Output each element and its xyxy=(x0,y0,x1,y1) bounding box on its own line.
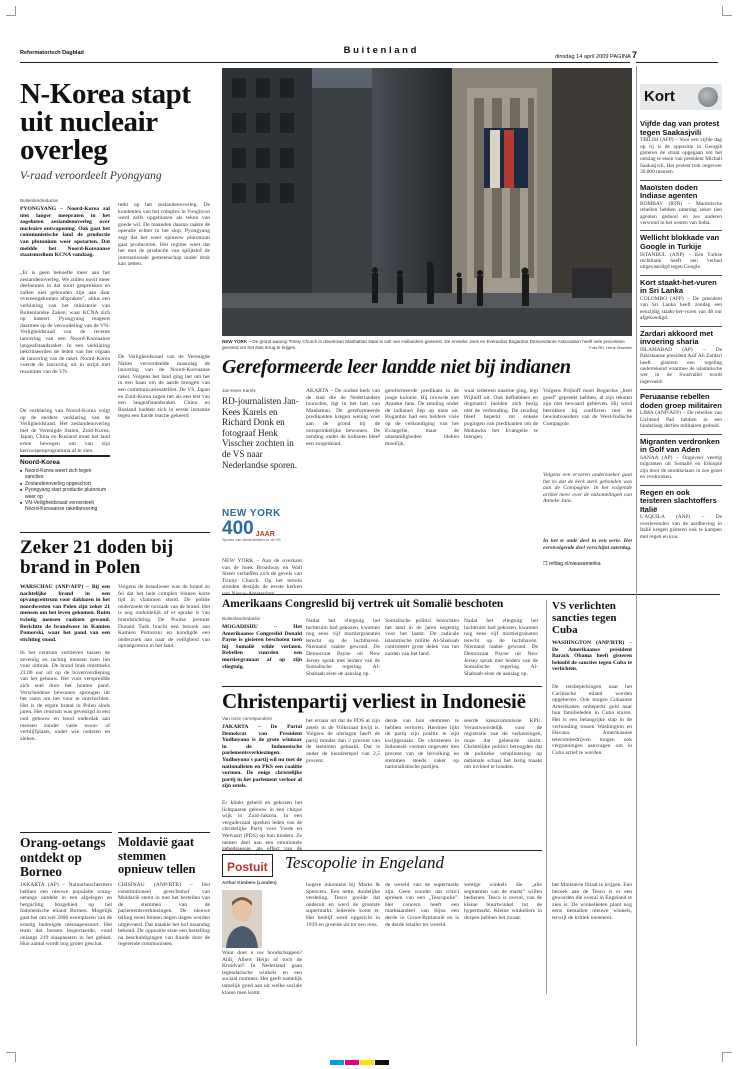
tescopolie-col-3: de wereld van de supermarkt zijn. Geen wonder dat critici spreken van een „Tescopolie”. Het concern heeft een marktaandeel van bijna een derde in Groot-Brittannië en is de derde retailer ter wereld. xyxy=(385,882,459,928)
poland-headline: Zeker 21 doden bij brand in Polen xyxy=(20,537,174,578)
somalie-byline: Buitenlandredactie xyxy=(222,616,261,621)
logo-400: 400 xyxy=(222,518,254,539)
kort-item xyxy=(640,489,722,540)
indianen-col-1: NEW YORK – Aan de overkant van de hoek Broadway en Wall Street verheffen zich de gevels van Trinity Church. Op het terrein stonden destijds de eerste kerken van Nieuw-Amsterdam. xyxy=(222,558,302,597)
lead-factbox xyxy=(20,455,110,520)
poland-rule xyxy=(20,532,210,533)
header-rule xyxy=(20,62,630,63)
kort-item xyxy=(640,184,722,227)
kort-item-text: TBILISI (AFP) – Voor een vijfde dag op rij is de oppositie in Georgië gisteren de straat opgegaan om het ontslag te eisen van president Michail Saakasjvili. Het protest trok ongeveer 30.000 mensen. xyxy=(640,137,722,176)
moldova-body: CHISINAU (ANP/RTR) – Het constitutioneel gerechtshof van Moldavië stemt in met het hertellen van de stemmen van de parlementsverkiezingen. De nieuwe telling moet binnen negen dagen worden uitgevoerd. Dat maakte het hof maandag bekend. De oppositie eiste een hertelling na beschuldigingen van fraude door de regerende communisten. xyxy=(118,882,210,948)
kort-list xyxy=(640,120,722,1040)
factbox-item: ■ Pyongyang start productie plutonium weer op xyxy=(20,487,110,500)
kort-item xyxy=(640,330,722,386)
tescopolie-col-5: het Ministerie filiaal te krijgen. Een bezoek aan de Tesco is er een geworden die overal in Engeland te zien is. De winkelketen plant nog eens tientallen nieuwe winkels, terwijl de kritiek toeneemt. xyxy=(552,882,632,921)
postuit-label xyxy=(222,854,273,877)
tescopolie-col-2: hogere inkomens bij Marks & Spencers. Een nette, duidelijke verdeling. Tesco gooide dat onderuit en werd de grootste supermarkt. Iedereen komt er. Het bedrijf werd opgericht in 1919 en groeide uit tot een reus. xyxy=(306,882,380,928)
photo-caption: NEW YORK – De grond waarop Trinity Church in downtown Manhattan staat is ooit van Hollanders geweest. De Annieke Jans en Everardus Bogardus Descendants Association heeft vele processen gevoerd om het stuk terug te krijgen. Foto RD, Henk Visscher xyxy=(222,339,632,350)
newspaper-name: Reformatorisch Dagblad xyxy=(20,50,84,56)
borneo-body: JAKARTA (AP) – Natuurbeschermers hebben een nieuwe populatie orang-oetangs ontdekt in een afgelegen en bergachtig bosgebied op het Indonesische eiland Borneo. Mogelijk gaat het om wel 2000 exemplaren van de ernstig bedreigde mensapensoort. Het team dat bossen inspecteerde, vond onlangs 219 slaapnesten in het gebied. Hun aantal wordt nog groter geschat. xyxy=(20,882,112,948)
tescopolie-byline: Arthur Kimbers (Londen) xyxy=(222,880,277,885)
moldova-rule xyxy=(118,832,210,833)
globe-icon xyxy=(698,87,718,107)
kort-item-text: SANAA (AP) – Ongeveer veertig migranten uit Somalië en Ethiopië zijn door de smokkelaars in zee gezet en verdronken. xyxy=(640,454,722,481)
lead-body-4: De Veiligheidsraad van de Verenigde Naties veroordeelde maandag de lancering van de Noord-Koreaanse raket. Volgens het land ging het om het in een baan om de aarde brengen van een communicatiesatelliet. De VS, Japan en Zuid-Korea zagen het als een test van een langeafstandsraket. China en Rusland hadden zich in eerste instantie tegen een harde reactie gekeerd. xyxy=(118,354,210,420)
somalie-headline: Amerikaans Congreslid bij vertrek uit Somalië beschoten xyxy=(222,598,504,610)
kort-item xyxy=(640,279,722,322)
caption-text: De grond waarop Trinity Church in downtown Manhattan staat is ooit van Hollanders geweest. De Annieke Jans en Everardus Bogardus Descendants Association heeft vele processen gevoerd om het stuk terug te krijgen. xyxy=(222,339,625,350)
kort-item-headline: Maoïsten doden Indiase agenten xyxy=(640,182,698,201)
trinity-church-photo xyxy=(222,68,632,336)
tescopolie-col-1: Waar doet u uw boodschappen? Aldi, Albert Heijn of toch de Kruidvat? In Nederland gaan legendarische winkels en een sociaal nummer. Het geeft namelijk tamelijk goed aan uit welke sociale klasse men komt. xyxy=(222,950,302,996)
section-name: B u i t e n l a n d xyxy=(343,45,417,56)
indianen-headline: Gereformeerde leer landde niet bij indianen xyxy=(222,356,571,378)
date-text: dinsdag 14 april 2009 PAGINA xyxy=(555,54,631,60)
kort-item-text: L'AQUILA (ANP) – De overlevenden van de aardbeving in Italië kregen gisteren ook te kampen met regen en kou. xyxy=(640,514,722,540)
cuba-body: De reisbeperkingen naar het Caribische eiland worden opgeheven. Ook mogen Cubaanse Amerikanen onbeperkt geld naar hun familieleden in Cuba sturen. Het is een belangrijke stap in de verhouding tussen Washington en Havana. Amerikaanse telecombedrijven mogen ook vergunningen aanvragen om in Cuba actief te worden. xyxy=(552,684,632,756)
lead-byline: Buitenlandredactie xyxy=(20,198,59,203)
somalie-body-2: Somalische politici bezochten het land in de jaren negentig voor het laatst. De radicale islamitische militie Al-Shabaab controleert grote delen van het zuiden van het land. xyxy=(385,618,459,657)
christenpartij-body-4: seerde kieszcommissie KPU. Verantwoordelijk voor de registratie van de verkiezingen, maar dat gebeurde slecht. Christelijke politici betoogden dat de politieke versplintering op nationale schaal het lastig maakt om invloed te houden. xyxy=(464,718,542,771)
logo-jaar: JAAR xyxy=(255,531,275,538)
author-portrait xyxy=(222,890,262,948)
author-portrait-image xyxy=(222,890,262,948)
kort-item-text: ISTANBUL (ANP) – Een Turkse rechtbank heeft een verbod uitgevaardigd tegen Google. xyxy=(640,251,722,271)
photo-credit: Foto RD, Henk Visscher xyxy=(589,344,632,350)
kort-item-headline: Migranten verdronken in Golf van Aden xyxy=(640,436,720,455)
print-color-bar xyxy=(330,1050,390,1069)
indianen-col-2: AKARTA – De oudste kerk van de stad die de Nederlanders bouwden, ligt in het hart van Manhattan. De gereformeerde predikanten kregen weinig voet aan de grond bij de oorspronkelijke bewoners. De zending onder de indianen bleef een zorgenkind. xyxy=(306,388,380,447)
moldova-headline: Moldavië gaat stemmen opnieuw tellen xyxy=(118,835,196,876)
new-york-400-logo xyxy=(222,508,302,554)
indianen-col-3: gereformeerde predikant in de jonge kolonie. Hij trouwde met Anneke Jans. De zending onder de indianen liep op niets uit. Bogardus had een heldere visie op de verkondiging van het Evangelie, maar de omstandigheden bleken moeilijk. xyxy=(385,388,459,447)
logo-tagline: Sporen van Nederlanders in de VS xyxy=(222,538,281,542)
indianen-link-text[interactable]: refdag.nl/nieuwamerika xyxy=(548,561,601,567)
kort-item-headline: Vijfde dag van protest tegen Saakasjvili xyxy=(640,119,720,137)
christenpartij-body-3: derde van hun stemmen te hebben verloren. Hiermee lijkt de partij zijn positie te zijn kwijtgeraakt. De christenen in Indonesië vormen ongeveer tien procent van de bevolking en stemmen steeds vaker op nationalistische partijen. xyxy=(385,718,459,771)
somalie-body: Nadat het vliegtuig het luchtruim had gekozen, kwamen nog eens vijf mortiergranaten terecht op de luchthaven. Niemand raakte gewond. De Democraat Payne uit New Jersey sprak met leiders van de Somalische regering. Al-Shabaab eiste de aanslag op. xyxy=(306,618,380,677)
kort-item-text: COLOMBO (AFP) – De president van Sri Lanka heeft zondag een eenzijdig staakt-het-vuren van 48 uur afgekondigd. xyxy=(640,296,722,322)
lead-intro: PYONGYANG – Noord-Korea zal niet langer meepraten in het zogeheten zeslandenoverleg over nucleaire ontwapening. Ook gaat het communistische land de productie van plutonium weer opstarten. Dat meldde het Noord-Koreaanse staatsmedium KCNA vandaag. xyxy=(20,206,110,259)
tescopolie-rule xyxy=(222,850,542,851)
kort-item xyxy=(640,234,722,270)
lead-body-1: „Er is geen behoefte meer aan het zeslandenoverleg. We zullen nooit meer deelnemen in dat soort gesprekken en zullen niet gebonden zijn aan daar overeengekomen afspraken”, aldus een verklaring van het ministerie van Buitenlandse Zaken, waar KCNA zich op baseert. Pyongyang reageert daarmee op de veroordeling van de VN-Veiligheidsraad van de recente lancering van een Noord-Koreaanse langeafstandsraket. In een verklaring bekritiseerden de leden van het orgaan de lancering van de raket. Noord-Korea voerde de lancering uit in strijd met resoluties van de VN. xyxy=(20,270,110,375)
factbox-item: ■ Noord-Korea weert zich tegen sancties xyxy=(20,468,110,481)
kort-item-text: ISLAMABAD (AP) – De Pakistaanse president Asif Ali Zardari heeft gisteren een regeling ondertekend waarmee de islamitische wet in de Swatvallei wordt ingevoerd. xyxy=(640,346,722,385)
cuba-divider xyxy=(546,600,547,994)
factbox-title: Noord-Korea xyxy=(20,459,60,466)
indianen-byline: Jan-Kees Karels xyxy=(222,388,256,393)
logo-new-york: NEW YORK xyxy=(222,508,281,519)
indianen-link[interactable] xyxy=(543,561,632,567)
somalie-body-3: Nadat het vliegtuig het luchtruim had gekozen, kwamen nog eens vijf mortiergranaten terecht op de luchthaven. Niemand raakte gewond. De Democraat Payne uit New Jersey sprak met leiders van de Somalische regering. Al-Shabaab eiste de aanslag op. xyxy=(464,618,538,677)
kort-title: Kort xyxy=(644,88,675,105)
poland-body: In het centrum verbleven tussen de zeventig en tachtig mensen toen het vuur uitbrak. De brand brak omstreeks 21.00 uur uit op de bovenverdieping van het gebouw. Het vuur verspreidde zich snel door het houten pand. Verscheidene bewoners sprongen uit het raam om het vuur te ontvluchten. Het is de ergste brand in Polen sinds jaren. Het centrum was gevestigd in een oud gebouw en bood onderdak aan mensen zonder vaste woon- of verblijfplaats, onder wie ouderen en zieken. xyxy=(20,650,110,742)
christenpartij-headline: Christenpartij verliest in Indonesië xyxy=(222,689,526,713)
kort-divider xyxy=(636,66,637,1046)
link-icon: ❐ xyxy=(543,561,549,567)
indianen-notes xyxy=(543,538,632,567)
tescopolie-headline: Tescopolie in Engeland xyxy=(285,853,444,872)
cuba-lead: WASHINGTON (ANP/RTR) – De Amerikaanse president Barack Obama heeft gisteren beloofd de sancties tegen Cuba te verlichten. xyxy=(552,640,632,673)
borneo-rule xyxy=(20,832,112,833)
indianen-note-1: In het te onde deel in een serie. Het eerstvolgende deel verschijnt zaterdag. xyxy=(543,538,632,551)
factbox-list xyxy=(20,468,110,513)
kort-item xyxy=(640,393,722,429)
kort-item-headline: Zardari akkoord met invoering sharia xyxy=(640,328,714,347)
header-rule-right xyxy=(636,62,718,63)
kort-item xyxy=(640,438,722,481)
kort-item-text: LIMA (ANP/AFP) – De rebellen van Lichtend Pad hebben in een hinderlaag dertien militairen gedood. xyxy=(640,410,722,430)
lead-body-3: retkt op het zeslandenoverleg. De kondenten van het complex in Yongbyon werd zelfs opgeblazen als teken van goede wil. De maanden daarna raakte de operatie echter in het slop. Pyongyang zegt dat het weer opnieuw plutonium gaat produceren. Het regime weet dat het met de productie van splijtstof de internationale gemeenschap onder druk kan zetten. xyxy=(118,202,210,268)
christenpartij-rule xyxy=(222,686,542,687)
caption-label: NEW YORK xyxy=(222,339,248,344)
kort-header xyxy=(640,84,722,110)
kort-item-headline: Kort staakt-het-vuren in Sri Lanka xyxy=(640,277,717,296)
christenpartij-body-2: het ernaar uit dat de PDS al zijn zetels in de Volksraad kwijt is. Volgens de uitslagen heeft de partij minder dan 2 procent van de stemmen gehaald. Dat is onder de kiesdrempel van 2,5 procent. xyxy=(306,718,380,764)
kort-item-headline: Peruaanse rebellen doden groep militairen xyxy=(640,392,722,410)
indianen-col-5: Volgens Prijhoff moet Bogardus „heel goed” gepreekt hebben, al zijn teksten zijn niet bewaard gebleven. Hij werd betrokken bij conflicten met de bewindvoerders van de West-Indische Compagnie. xyxy=(543,388,632,427)
date-page xyxy=(555,50,637,60)
poland-intro: WARSCHAU (ANP/AFP) – Bij een nachtelijke brand in een opvangcentrum voor daklozen in het noordwesten van Polen zijn zeker 21 mensen om het leven gekomen. Ruim twintig mensen raakten gewond. Berichtte de brandweer in Kamien Pomorski, waar het pand van een stichting stond. xyxy=(20,584,110,643)
christenpartij-body-1: Er klinkt gebeld en gekozen het lichtpaarse gebouw in een chique wijk in Zuid-Jakarta. In een vergaderzaal spreken leden van de christelijke Partij voor Vrede en Welvaart (PDS) op hun kinders. Ze nemen deel aan een emotionele gebedssessie, als effect van de xyxy=(222,800,302,853)
indianen-pullquote: RD-journalisten Jan-Kees Karels en Richard Donk en fotograaf Henk Visscher zochten in de VS naar Nederlandse sporen. xyxy=(222,396,299,470)
page-number: 7 xyxy=(632,50,638,60)
factbox-item: ■ Zeslandenoverleg opgeschort xyxy=(20,481,110,487)
postuit-text: Postuit xyxy=(227,860,268,874)
borneo-headline: Orang-oetangs ontdekt op Borneo xyxy=(20,835,106,879)
factbox-item: ■ VN-Veiligheidsraad veroordeelt Noord-Koreaanse raketlancering xyxy=(20,500,110,513)
poland-body-2: Volgens de brandweer was de brand zo fel dat het hele complex binnen korte tijd in vlammen stond. De politie onderzoekt de oorzaak van de brand. Het is nog onduidelijk of er sprake is van brandstichting. De Poolse premier Donald Tusk bracht een bezoek aan Kamien Pomorski en kondigde een onderzoek aan naar de veiligheid van opvangcentra in het land. xyxy=(118,584,210,650)
kort-item-headline: Wellicht blokkade van Google in Turkije xyxy=(640,233,720,252)
kort-item-text: BOMBAY (RTR) – Maoïstische rebellen hebben zaterdag zeker tien agenten gedood en zes anderen verwond in het oosten van India. xyxy=(640,200,722,227)
kort-item xyxy=(640,120,722,176)
lead-subhead: V-raad veroordeelt Pyongyang xyxy=(20,170,162,182)
kort-item-headline: Regen en ook teisteren slachtoffers Italië xyxy=(640,487,717,514)
indianen-col-4: waar iedereen naartoe ging, legt Prijhoff uit. Ook liefhebbers en dogmatici hielden zich bezig met de verhouding. De zending bleef beperkt tot enkele pogingen van predikanten om de Mohawks het Evangelie te brengen. xyxy=(464,388,538,441)
christenpartij-byline: Van onze correspondent xyxy=(222,716,272,721)
somalie-lead: MOGADISHU – Het Amerikaanse Congreslid Donald Payne is gisteren beschoten toen hij Somalië wilde verlaten. Rebellen vuurden een mortiergranaat af op zijn vliegtuig. xyxy=(222,624,302,670)
indianen-sidebar: Volgens een ervaren onderzoeker gaat het zo dat de kerk sterk gebonden was aan de Compagnie. In het volgende artikel meer over de nakomelingen van Anneke Jans. xyxy=(543,472,632,505)
cuba-headline: VS verlichten sancties tegen Cuba xyxy=(552,600,617,636)
lead-body-2: De verklaring van Noord-Korea volgt op de eerdere verklaring van de Veiligheidsraad. Het zeslandenoverleg met de Verenigde Staten, Zuid-Korea, Japan, China en Rusland moet het land ertoe bewegen om van zijn kernwapenprogramma af te zien. xyxy=(20,408,110,454)
street-scene-image xyxy=(222,68,632,336)
lead-headline: N-Korea stapt uit nucleair overleg xyxy=(20,78,191,166)
christenpartij-lead: JAKARTA – De Partai Demokrat van President Yudhoyono is de grote winnaar in de Indonesische parlementsverkiezingen. Yudhoyono's partij wil nu met de nationalisten en PKS een coalitie vormen. De enige christelijke partij in het parlement verloor al zijn zetels. xyxy=(222,724,302,790)
tescopolie-col-4: wettige winkels die „alle segmenten van de markt” willen bedienen. Tesco is overal, van de kleine buurtwinkel tot de hypermarkt. Kleine winkeliers in dorpen hebben het zwaar. xyxy=(464,882,542,921)
